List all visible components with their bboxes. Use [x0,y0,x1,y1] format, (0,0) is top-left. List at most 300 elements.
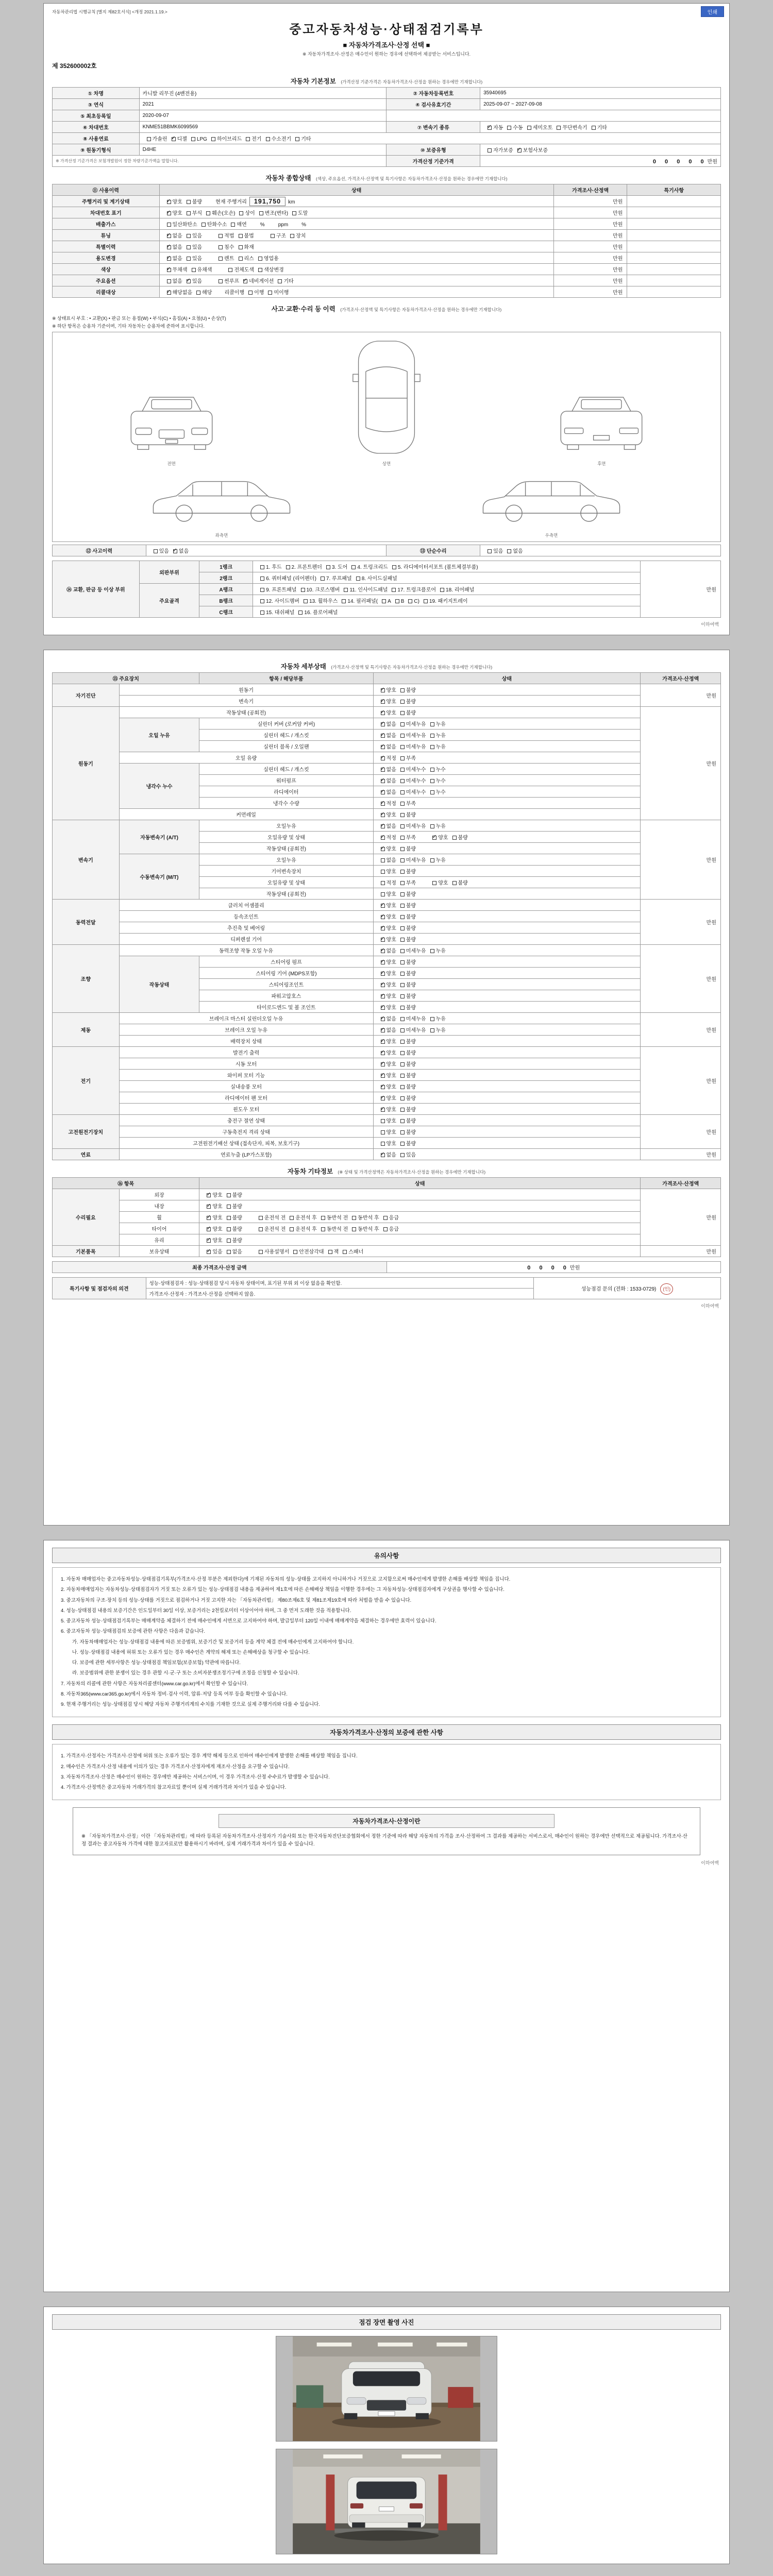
checkbox-label: 불량 [406,846,416,852]
notice-line: 다. 보증에 관한 세부사항은 성능·상태점검 책임보험(보증보험) 약관에 따릅니다. [72,1660,241,1666]
cell-text: (인) [660,1283,673,1295]
checkbox[interactable] [381,1051,385,1055]
checkbox[interactable] [260,599,264,603]
checkbox[interactable] [167,257,171,261]
header-cell: ⑫ 사고이력 [53,545,146,556]
checkbox[interactable] [258,257,262,261]
checkbox[interactable] [167,211,171,215]
cell: 스티어링 기어 (MDPS포함) [199,968,373,979]
car-left-side-outline-icon [144,471,299,529]
checkbox[interactable] [400,926,405,930]
checkbox[interactable] [400,745,405,749]
checkbox[interactable] [400,1142,405,1146]
checkbox[interactable] [167,234,171,238]
checkbox[interactable] [381,1028,385,1032]
checkbox-label: 수소전기 [271,137,292,142]
checkbox[interactable] [430,790,434,794]
checkbox-label: 양호 [386,937,396,943]
checkbox[interactable] [260,588,264,592]
header-cell: 작동상태 [119,956,199,1013]
table-row [53,252,721,264]
checkbox[interactable] [326,565,330,569]
cell: 작동상태 (공회전) [199,843,373,854]
checkbox[interactable] [400,892,405,896]
checkbox[interactable] [517,148,522,152]
checkbox[interactable] [167,268,171,272]
checkbox[interactable] [381,1017,385,1021]
checkbox[interactable] [301,588,305,592]
checkbox[interactable] [400,1040,405,1044]
checkbox[interactable] [381,779,385,783]
header-cell: ① 차명 [53,88,140,99]
checkbox[interactable] [488,549,492,553]
checkbox[interactable] [400,722,405,726]
checkbox[interactable] [187,245,191,249]
checkbox[interactable] [271,234,275,238]
checkbox[interactable] [342,599,346,603]
table-row [53,207,721,218]
section-title-accident [52,304,721,313]
checkbox-label: 19. 패키지트레이 [429,599,468,604]
checkbox[interactable] [259,1216,263,1220]
checkbox[interactable] [206,211,210,215]
cell [373,741,641,752]
checkbox-label: 양호 [212,1193,223,1198]
checkbox[interactable] [167,291,171,295]
cell-text: 현재 주행거리 [215,199,247,205]
checkbox[interactable] [207,1193,211,1197]
checkbox[interactable] [381,1119,385,1123]
checkbox[interactable] [592,126,596,130]
cell-text: 리콜이행 [224,290,245,296]
cell [480,156,721,167]
section-note-detail: (가격조사·산정액 및 특기사항은 자동차가격조사·산정을 원하는 경우에만 기재합니다) [331,665,493,670]
cell: 디퍼렌셜 기어 [119,934,373,945]
checkbox[interactable] [400,836,405,840]
checkbox[interactable] [400,802,405,806]
checkbox[interactable] [295,137,299,141]
checkbox[interactable] [381,700,385,704]
checkbox[interactable] [187,211,191,215]
checkbox[interactable] [488,148,492,152]
checkbox[interactable] [207,1205,211,1209]
checkbox[interactable] [227,1216,231,1220]
cell-text: 0 0 0 0 0 [652,159,708,165]
checkbox[interactable] [259,1227,263,1231]
checkbox[interactable] [239,234,243,238]
cell [373,764,641,775]
checkbox[interactable] [352,1227,356,1231]
table-row [53,1058,721,1070]
table [52,672,721,1160]
checkbox[interactable] [147,137,151,141]
checkbox[interactable] [381,1096,385,1100]
checkbox[interactable] [400,1062,405,1066]
header-cell: ⑪ 사용이력 [53,184,160,196]
checkbox-label: 누수 [435,767,446,773]
checkbox[interactable] [248,291,253,295]
checkbox-label: 미이행 [274,290,289,296]
cell: 윈도우 모터 [119,1104,373,1115]
cell: 휠 [119,1212,199,1223]
checkbox[interactable] [424,599,428,603]
checkbox[interactable] [430,1028,434,1032]
checkbox-label: B [400,599,405,604]
checkbox[interactable] [381,847,385,851]
checkbox[interactable] [400,915,405,919]
checkbox[interactable] [432,881,436,885]
diagram-row-top [57,337,716,467]
checkbox[interactable] [381,858,385,862]
checkbox[interactable] [400,700,405,704]
checkbox[interactable] [452,836,457,840]
header-cell: 변속기 [53,820,120,900]
print-button[interactable]: 인쇄 [701,6,724,17]
cell [386,110,721,122]
checkbox[interactable] [343,1250,347,1254]
checkbox[interactable] [207,1239,211,1243]
checkbox[interactable] [507,549,511,553]
checkbox[interactable] [173,549,177,553]
checkbox[interactable] [408,599,412,603]
cell-text: 만원 [569,1265,580,1271]
checkbox[interactable] [381,915,385,919]
checkbox[interactable] [430,858,434,862]
checkbox[interactable] [400,790,405,794]
checkbox[interactable] [207,1250,211,1254]
header-cell: 가격산정 기준가격 [386,156,480,167]
checkbox[interactable] [430,779,434,783]
header-cell: 상태 [373,673,641,684]
checkbox[interactable] [400,1153,405,1157]
checkbox[interactable] [167,279,171,283]
checkbox[interactable] [278,279,282,283]
checkbox[interactable] [227,1239,231,1243]
checkbox[interactable] [381,1074,385,1078]
checkbox-label: 미세누유 [406,722,426,727]
checkbox[interactable] [381,711,385,715]
cell [139,133,720,144]
cell: 연료누출 (LP가스포함) [119,1149,373,1160]
header-cell: ⑬ 단순수리 [386,545,480,556]
checkbox[interactable] [381,1108,385,1112]
checkbox[interactable] [381,972,385,976]
checkbox[interactable] [400,1108,405,1112]
checkbox[interactable] [286,565,290,569]
checkbox[interactable] [328,1250,332,1254]
table-row [53,1212,721,1223]
checkbox[interactable] [400,1074,405,1078]
checkbox[interactable] [383,1216,388,1220]
checkbox[interactable] [400,881,405,885]
checkbox[interactable] [219,234,223,238]
cell [199,1234,641,1246]
table-row [53,1126,721,1138]
checkbox[interactable] [219,279,223,283]
checkbox[interactable] [400,1096,405,1100]
checkbox[interactable] [400,813,405,817]
checkbox-label: 누유 [435,733,446,739]
checkbox-label: 불량 [406,1039,416,1045]
etc-info-table [52,1177,721,1257]
cell-text: 0 0 0 0 [527,1265,570,1271]
header-cell: 자동변속기 (A/T) [119,820,199,854]
checkbox[interactable] [392,588,396,592]
header-cell: A랭크 [199,584,253,595]
checkbox-label: 불량 [406,1073,416,1079]
checkbox[interactable] [381,688,385,692]
checkbox-label: C [414,599,418,604]
checkbox[interactable] [381,1040,385,1044]
table-row [53,184,721,196]
checkbox[interactable] [304,599,308,603]
checkbox[interactable] [211,137,215,141]
checkbox[interactable] [381,768,385,772]
cell [373,1138,641,1149]
checkbox[interactable] [381,790,385,794]
checkbox[interactable] [381,892,385,896]
checkbox[interactable] [527,126,531,130]
checkbox[interactable] [430,1017,434,1021]
checkbox[interactable] [381,813,385,817]
checkbox-label: 적정 [386,880,396,886]
checkbox[interactable] [400,904,405,908]
cell [199,1246,641,1257]
checkbox[interactable] [167,223,171,227]
checkbox[interactable] [187,257,191,261]
checkbox[interactable] [381,756,385,760]
checkbox[interactable] [381,870,385,874]
checkbox[interactable] [239,245,243,249]
checkbox[interactable] [231,223,235,227]
cell-text: km [288,199,295,205]
checkbox[interactable] [400,847,405,851]
section-title-etc [52,1166,721,1176]
checkbox[interactable] [400,1028,405,1032]
checkbox[interactable] [381,1006,385,1010]
cell: 2025-09-07 ~ 2027-09-08 [480,99,721,110]
checkbox[interactable] [400,779,405,783]
checkbox[interactable] [400,870,405,874]
car-top-outline-icon [352,337,421,457]
table [52,561,721,618]
checkbox[interactable] [430,824,434,828]
checkbox[interactable] [400,1085,405,1089]
checkbox[interactable] [356,577,360,581]
checkbox[interactable] [507,126,511,130]
checkbox[interactable] [400,1006,405,1010]
checkbox[interactable] [430,722,434,726]
checkbox[interactable] [259,211,263,215]
cell [373,786,641,798]
checkbox[interactable] [400,949,405,953]
checkbox[interactable] [191,137,195,141]
checkbox[interactable] [381,949,385,953]
checkbox[interactable] [260,565,264,569]
checkbox[interactable] [400,768,405,772]
table-row [53,241,721,252]
cell: 만원 [641,900,721,945]
checkbox-label: 있음 [192,245,203,250]
checkbox[interactable] [400,960,405,964]
checkbox[interactable] [187,200,191,204]
checkbox[interactable] [219,257,223,261]
checkbox[interactable] [207,1227,211,1231]
checkbox[interactable] [290,1227,294,1231]
checkbox[interactable] [227,1250,231,1254]
checkbox[interactable] [192,268,196,272]
checkbox[interactable] [219,245,223,249]
checkbox-label: 10. 크로스멤버 [306,587,340,593]
checkbox[interactable] [321,577,325,581]
checkbox-label: 불법 [244,233,254,239]
checkbox[interactable] [381,994,385,998]
checkbox[interactable] [201,223,206,227]
checkbox[interactable] [430,949,434,953]
checkbox-label: 네비게이션 [249,279,274,284]
checkbox-label: 미세누유 [406,1028,426,1033]
checkbox[interactable] [258,268,262,272]
inspection-photo-front [276,2336,497,2442]
checkbox[interactable] [400,1130,405,1134]
checkbox[interactable] [392,565,396,569]
checkbox[interactable] [167,245,171,249]
checkbox[interactable] [154,549,158,553]
checkbox[interactable] [430,768,434,772]
checkbox[interactable] [381,1130,385,1134]
checkbox[interactable] [440,588,444,592]
checkbox[interactable] [293,1250,297,1254]
checkbox[interactable] [400,1051,405,1055]
checkbox[interactable] [381,1153,385,1157]
checkbox[interactable] [228,268,232,272]
checkbox-label: 누유 [435,948,446,954]
checkbox[interactable] [351,565,356,569]
checkbox-label: 보험사보증 [523,148,548,154]
checkbox[interactable] [381,802,385,806]
checkbox[interactable] [400,938,405,942]
checkbox[interactable] [557,126,561,130]
checkbox[interactable] [292,211,296,215]
checkbox[interactable] [400,688,405,692]
checkbox-label: 양호 [386,926,396,931]
checkbox[interactable] [381,824,385,828]
section-title-accident-text: 사고·교환·수리 등 이력 [271,306,335,313]
checkbox[interactable] [400,756,405,760]
cell [373,888,641,900]
checkbox[interactable] [400,734,405,738]
checkbox[interactable] [227,1205,231,1209]
checkbox[interactable] [187,279,191,283]
checkbox[interactable] [430,734,434,738]
checkbox[interactable] [298,611,303,615]
accident-flags-table [52,545,721,556]
checkbox[interactable] [381,926,385,930]
checkbox[interactable] [400,711,405,715]
checkbox[interactable] [430,745,434,749]
checkbox-label: 불량 [458,835,468,841]
checkbox-label: 동반석 전 [326,1215,348,1221]
checkbox[interactable] [381,722,385,726]
checkbox-label: 불량 [406,869,416,875]
cell: 실린더 헤드 / 개스킷 [199,730,373,741]
checkbox[interactable] [432,836,436,840]
checkbox[interactable] [381,904,385,908]
table-row [53,1070,721,1081]
checkbox-label: 없음 [386,1153,396,1158]
checkbox[interactable] [400,858,405,862]
checkbox-label: 없음 [386,824,396,829]
checkbox[interactable] [395,599,399,603]
checkbox[interactable] [400,1119,405,1123]
section-title-detail-text: 자동차 세부상태 [280,663,326,670]
checkbox[interactable] [344,588,348,592]
checkbox[interactable] [381,1085,385,1089]
checkbox[interactable] [381,881,385,885]
checkbox[interactable] [266,137,270,141]
table-row [53,764,721,775]
checkbox[interactable] [400,1017,405,1021]
checkbox[interactable] [239,257,243,261]
checkbox[interactable] [381,938,385,942]
checkbox[interactable] [488,126,492,130]
checkbox[interactable] [400,972,405,976]
checkbox-label: 무단변속기 [562,125,587,131]
checkbox[interactable] [400,824,405,828]
checkbox[interactable] [381,960,385,964]
checkbox[interactable] [207,1216,211,1220]
header-cell: 주요골격 [139,584,199,618]
checkbox[interactable] [383,1227,388,1231]
checkbox[interactable] [382,599,386,603]
checkbox[interactable] [400,983,405,987]
checkbox[interactable] [381,1142,385,1146]
checkbox[interactable] [381,836,385,840]
checkbox[interactable] [196,291,200,295]
checkbox[interactable] [381,1062,385,1066]
cell [627,252,721,264]
header-cell: 주요옵션 [53,275,160,286]
checkbox[interactable] [400,994,405,998]
checkbox[interactable] [172,137,176,141]
checkbox[interactable] [227,1227,231,1231]
cell: 내장 [119,1200,199,1212]
checkbox[interactable] [268,291,272,295]
checkbox[interactable] [227,1193,231,1197]
checkbox[interactable] [246,137,250,141]
checkbox[interactable] [243,279,247,283]
checkbox[interactable] [167,200,171,204]
checkbox-label: 기타 [283,279,294,284]
checkbox[interactable] [259,1250,263,1254]
checkbox[interactable] [381,983,385,987]
table-row [53,1047,721,1058]
checkbox[interactable] [452,881,457,885]
checkbox[interactable] [381,745,385,749]
table [52,1277,721,1299]
checkbox[interactable] [321,1227,325,1231]
checkbox[interactable] [352,1216,356,1220]
checkbox[interactable] [321,1216,325,1220]
checkbox[interactable] [187,234,191,238]
checkbox[interactable] [260,611,264,615]
checkbox-label: 11. 인사이드패널 [349,587,388,593]
checkbox[interactable] [239,211,243,215]
checkbox[interactable] [260,577,264,581]
checkbox[interactable] [290,1216,294,1220]
checkbox[interactable] [290,234,294,238]
checkbox[interactable] [381,734,385,738]
